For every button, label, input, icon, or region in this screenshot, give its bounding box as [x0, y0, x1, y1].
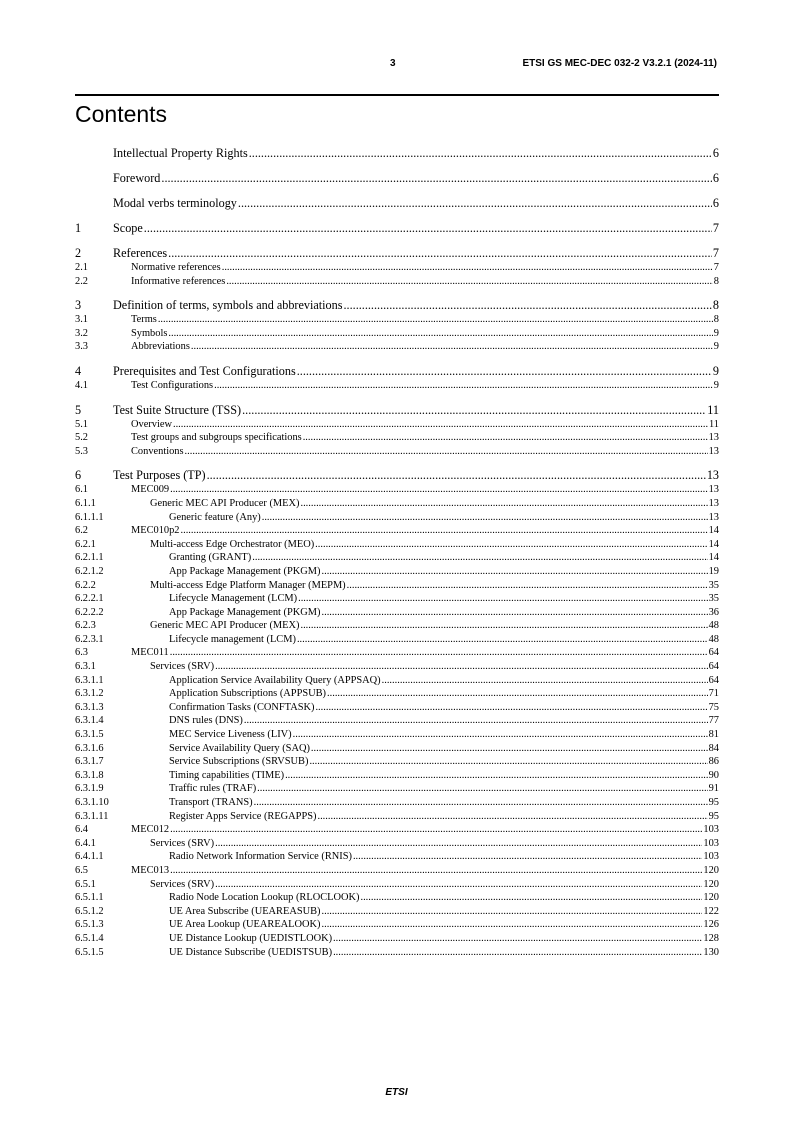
toc-entry-page: 8 [713, 314, 719, 326]
toc-entry[interactable] [75, 606, 719, 620]
toc-entry-page: 103 [703, 824, 719, 836]
toc-entry[interactable] [75, 810, 719, 824]
toc-entry-page: 7 [712, 221, 719, 235]
toc-entry[interactable] [75, 261, 719, 275]
toc-entry[interactable] [75, 579, 719, 593]
toc-entry-number: 6 [75, 468, 82, 483]
toc-entry-title: Application Service Availability Query (APPSAQ) [169, 674, 381, 686]
toc-entry[interactable] [75, 467, 719, 483]
toc-entry-title: Service Subscriptions (SRVSUB) [169, 756, 309, 768]
toc-entry-number: 2 [75, 246, 82, 260]
toc-entry-number: 3 [75, 298, 82, 313]
dot-leader [170, 823, 702, 837]
toc-entry[interactable] [75, 932, 719, 946]
toc-entry-title: Generic MEC API Producer (MEX) [150, 620, 300, 632]
toc-entry-number: 6.3.1 [75, 661, 96, 673]
header-rule [75, 94, 719, 96]
toc-entry-title: Modal verbs terminology [113, 196, 237, 210]
toc-entry[interactable] [75, 402, 719, 418]
toc-entry-number: 6.3.1.4 [75, 715, 104, 727]
toc-entry-title: Confirmation Tasks (CONFTASK) [169, 701, 315, 713]
toc-entry-page: 13 [708, 432, 719, 444]
toc-entry-number: 6.5 [75, 864, 88, 876]
dot-leader [315, 701, 707, 715]
dot-leader [322, 918, 703, 932]
toc-entry-page: 36 [708, 606, 719, 618]
toc-entry-number: 6.2.1 [75, 538, 96, 550]
dot-leader [347, 579, 708, 593]
toc-entry-title: Lifecycle Management (LCM) [169, 593, 298, 605]
toc-entry[interactable] [75, 714, 719, 728]
toc-entry-title: Traffic rules (TRAF) [169, 783, 257, 795]
toc-entry-page: 90 [708, 769, 719, 781]
toc-entry[interactable] [75, 687, 719, 701]
toc-entry-number: 3.2 [75, 327, 88, 339]
toc-entry[interactable] [75, 592, 719, 606]
toc-entry-page: 120 [703, 878, 719, 890]
toc-entry[interactable] [75, 701, 719, 715]
toc-entry-title: UE Area Subscribe (UEAREASUB) [169, 905, 321, 917]
toc-entry-page: 35 [708, 579, 719, 591]
toc-entry[interactable] [75, 551, 719, 565]
toc-entry-title: Timing capabilities (TIME) [169, 769, 285, 781]
toc-entry-page: 86 [708, 756, 719, 768]
toc-entry[interactable] [75, 497, 719, 511]
dot-leader [158, 313, 713, 327]
toc-entry[interactable] [75, 145, 719, 161]
dot-leader [144, 220, 712, 236]
dot-leader [170, 864, 702, 878]
dot-leader [360, 891, 702, 905]
toc-entry-title: Test Configurations [131, 379, 214, 391]
toc-entry-number: 5.1 [75, 418, 88, 430]
toc-entry-title: Informative references [131, 275, 226, 287]
dot-leader [327, 687, 708, 701]
toc-entry-number: 6.1 [75, 484, 88, 496]
toc-entry-page: 14 [708, 525, 719, 537]
toc-entry-page: 8 [713, 275, 719, 287]
toc-entry-title: MEC012 [131, 824, 170, 836]
toc-entry-page: 120 [703, 892, 719, 904]
toc-entry-number: 6.3.1.10 [75, 797, 109, 808]
toc-entry-number: 4 [75, 363, 82, 378]
dot-leader [298, 592, 708, 606]
toc-entry-page: 35 [708, 593, 719, 605]
toc-entry[interactable] [75, 524, 719, 538]
toc-entry-title: Service Availability Query (SAQ) [169, 742, 310, 754]
toc-entry-number: 6.3.1.1 [75, 674, 104, 686]
toc-entry-number: 6.5.1.4 [75, 932, 104, 944]
toc-entry[interactable] [75, 297, 719, 313]
toc-entry-page: 14 [708, 538, 719, 550]
toc-entry-number: 6.5.1.2 [75, 905, 104, 917]
toc-entry-title: Register Apps Service (REGAPPS) [169, 810, 317, 822]
dot-leader [262, 511, 708, 525]
toc-entry-page: 126 [703, 919, 719, 931]
dot-leader [297, 363, 712, 379]
dot-leader [317, 810, 707, 824]
dot-leader [244, 714, 708, 728]
toc-entry-number: 6.2 [75, 525, 88, 537]
toc-entry[interactable] [75, 275, 719, 289]
toc-entry-page: 6 [712, 196, 719, 210]
toc-entry[interactable] [75, 674, 719, 688]
dot-leader [168, 327, 712, 341]
dot-leader [249, 145, 712, 161]
toc-entry-title: Test Suite Structure (TSS) [113, 402, 242, 417]
toc-entry[interactable] [75, 946, 719, 960]
toc-entry-title: Test groups and subgroups specifications [131, 432, 302, 444]
toc-entry-page: 48 [708, 633, 719, 645]
toc-entry-title: Foreword [113, 171, 161, 185]
toc-entry-number: 6.5.1 [75, 878, 96, 890]
toc-entry-title: App Package Management (PKGM) [169, 565, 321, 577]
toc-entry-number: 6.5.1.1 [75, 892, 104, 904]
toc-entry[interactable] [75, 918, 719, 932]
toc-entry-title: Generic feature (Any) [169, 511, 261, 523]
toc-entry-number: 6.1.1.1 [75, 511, 104, 523]
dot-leader [257, 782, 707, 796]
dot-leader [300, 497, 707, 511]
toc-entry-number: 6.3.1.6 [75, 742, 104, 754]
toc-entry-page: 13 [706, 468, 719, 483]
toc-entry[interactable] [75, 511, 719, 525]
toc-entry-title: Normative references [131, 262, 221, 273]
dot-leader [344, 297, 712, 313]
toc-entry[interactable] [75, 565, 719, 579]
toc-entry-title: UE Area Lookup (UEAREALOOK) [169, 919, 321, 931]
toc-entry-title: Conventions [131, 445, 184, 457]
toc-entry[interactable] [75, 864, 719, 878]
toc-entry-number: 5.2 [75, 432, 88, 444]
dot-leader [309, 755, 707, 769]
toc-entry[interactable] [75, 170, 719, 186]
toc-entry-title: Radio Network Information Service (RNIS) [169, 851, 352, 863]
toc-entry-page: 130 [703, 946, 719, 958]
toc-entry-title: Multi-access Edge Platform Manager (MEPM) [150, 579, 346, 591]
toc-entry-number: 6.4 [75, 824, 88, 836]
toc-entry-title: Intellectual Property Rights [113, 146, 248, 160]
toc-entry-page: 8 [712, 298, 719, 313]
toc-entry-page: 6 [712, 171, 719, 185]
toc-entry-page: 71 [708, 688, 719, 700]
toc-entry-title: Terms [131, 314, 157, 326]
toc-entry-title: Abbreviations [131, 341, 190, 353]
toc-entry-number: 3.3 [75, 341, 88, 353]
toc-entry-page: 64 [708, 661, 719, 673]
toc-entry-title: Prerequisites and Test Configurations [113, 363, 296, 378]
dot-leader [300, 619, 707, 633]
dot-leader [293, 728, 708, 742]
toc-entry[interactable] [75, 363, 719, 379]
toc-entry-page: 64 [708, 674, 719, 686]
dot-leader [315, 538, 707, 552]
toc-entry[interactable] [75, 340, 719, 354]
toc-entry-number: 6.2.3 [75, 620, 96, 632]
toc-entry-number: 6.4.1.1 [75, 851, 104, 863]
dot-leader [214, 379, 713, 393]
toc-entry-page: 11 [708, 418, 719, 430]
toc-entry-page: 95 [708, 810, 719, 822]
page-number: 3 [390, 58, 396, 69]
toc-entry-page: 14 [708, 552, 719, 564]
footer-logo-text: ETSI [385, 1087, 408, 1098]
toc-entry-page: 91 [708, 783, 719, 795]
toc-entry-page: 103 [703, 837, 719, 849]
toc-entry-title: References [113, 246, 168, 260]
dot-leader [254, 796, 708, 810]
toc-entry-title: Radio Node Location Lookup (RLOCLOOK) [169, 892, 360, 904]
dot-leader [322, 565, 708, 579]
toc-entry-title: Symbols [131, 327, 168, 339]
toc-entry[interactable] [75, 619, 719, 633]
toc-entry-page: 9 [713, 379, 719, 391]
toc-entry-number: 6.3.1.7 [75, 756, 104, 768]
table-of-contents [75, 145, 719, 959]
page-title: Contents [75, 101, 168, 127]
dot-leader [322, 905, 703, 919]
toc-entry-page: 75 [708, 701, 719, 713]
toc-entry-title: App Package Management (PKGM) [169, 606, 321, 618]
toc-entry[interactable] [75, 483, 719, 497]
dot-leader [215, 878, 702, 892]
dot-leader [353, 850, 702, 864]
dot-leader [168, 245, 712, 261]
toc-entry[interactable] [75, 538, 719, 552]
toc-entry-title: Test Purposes (TP) [113, 468, 206, 483]
dot-leader [222, 261, 713, 275]
toc-entry-page: 120 [703, 864, 719, 876]
toc-entry[interactable] [75, 660, 719, 674]
toc-entry-title: Overview [131, 418, 172, 430]
toc-entry-title: MEC009 [131, 484, 170, 496]
toc-entry[interactable] [75, 755, 719, 769]
toc-entry[interactable] [75, 646, 719, 660]
toc-entry-page: 7 [713, 262, 719, 273]
toc-entry-number: 6.3.1.3 [75, 701, 104, 713]
toc-entry-title: Definition of terms, symbols and abbreviations [113, 298, 343, 313]
toc-entry-page: 7 [712, 246, 719, 260]
toc-entry-number: 6.5.1.5 [75, 946, 104, 958]
toc-entry[interactable] [75, 742, 719, 756]
dot-leader [170, 483, 708, 497]
toc-entry[interactable] [75, 195, 719, 211]
toc-entry-title: Lifecycle management (LCM) [169, 633, 296, 645]
dot-leader [252, 551, 707, 565]
toc-entry-title: Services (SRV) [150, 661, 215, 673]
toc-entry-number: 5 [75, 402, 82, 417]
toc-entry-number: 6.3.1.9 [75, 783, 104, 795]
toc-entry-number: 2.1 [75, 262, 88, 273]
toc-entry-page: 9 [712, 363, 719, 378]
toc-entry-title: MEC011 [131, 647, 169, 659]
toc-entry-title: Transport (TRANS) [169, 797, 253, 808]
toc-entry-number: 6.5.1.3 [75, 919, 104, 931]
dot-leader [333, 946, 702, 960]
toc-entry-page: 13 [708, 511, 719, 523]
toc-entry[interactable] [75, 891, 719, 905]
toc-entry-title: Services (SRV) [150, 837, 215, 849]
toc-entry[interactable] [75, 220, 719, 236]
toc-entry-number: 4.1 [75, 379, 88, 391]
dot-leader [215, 837, 702, 851]
toc-entry-number: 6.2.3.1 [75, 633, 104, 645]
toc-entry-page: 95 [708, 797, 719, 808]
toc-entry-page: 103 [703, 851, 719, 863]
dot-leader [226, 275, 712, 289]
toc-entry-title: UE Distance Subscribe (UEDISTSUB) [169, 946, 333, 958]
dot-leader [185, 445, 708, 459]
toc-entry-number: 6.2.2.2 [75, 606, 104, 618]
toc-entry-title: DNS rules (DNS) [169, 715, 243, 727]
toc-entry[interactable] [75, 878, 719, 892]
toc-entry-number: 6.2.2 [75, 579, 96, 591]
toc-entry-number: 6.3 [75, 647, 88, 659]
dot-leader [191, 340, 713, 354]
toc-entry-number: 3.1 [75, 314, 88, 326]
toc-entry[interactable] [75, 245, 719, 261]
dot-leader [170, 646, 708, 660]
dot-leader [161, 170, 712, 186]
dot-leader [173, 418, 708, 432]
toc-entry[interactable] [75, 633, 719, 647]
dot-leader [311, 742, 708, 756]
toc-entry-page: 84 [708, 742, 719, 754]
toc-entry-number: 6.3.1.5 [75, 729, 104, 741]
toc-entry[interactable] [75, 313, 719, 327]
toc-entry-page: 11 [707, 402, 719, 417]
toc-entry-number: 2.2 [75, 275, 88, 287]
toc-entry[interactable] [75, 769, 719, 783]
toc-entry-title: Services (SRV) [150, 878, 215, 890]
dot-leader [238, 195, 712, 211]
toc-entry-page: 13 [708, 497, 719, 509]
toc-entry-title: MEC013 [131, 864, 170, 876]
dot-leader [303, 431, 708, 445]
toc-entry-page: 13 [708, 484, 719, 496]
toc-entry-number: 6.2.1.2 [75, 565, 104, 577]
dot-leader [322, 606, 708, 620]
toc-entry-number: 6.2.2.1 [75, 593, 104, 605]
toc-entry-number: 1 [75, 221, 82, 235]
toc-entry-page: 48 [708, 620, 719, 632]
toc-entry-title: Granting (GRANT) [169, 552, 252, 564]
toc-entry-title: Application Subscriptions (APPSUB) [169, 688, 327, 700]
toc-entry-page: 128 [703, 932, 719, 944]
toc-entry[interactable] [75, 379, 719, 393]
dot-leader [285, 769, 708, 783]
toc-entry-title: Scope [113, 221, 143, 235]
toc-entry-page: 19 [708, 565, 719, 577]
toc-entry-page: 13 [708, 445, 719, 457]
toc-entry-number: 6.2.1.1 [75, 552, 104, 564]
toc-entry-page: 81 [708, 729, 719, 741]
toc-entry[interactable] [75, 418, 719, 432]
toc-entry-title: Generic MEC API Producer (MEX) [150, 497, 300, 509]
toc-entry[interactable] [75, 837, 719, 851]
toc-entry-number: 6.3.1.11 [75, 810, 109, 822]
toc-entry-page: 6 [712, 146, 719, 160]
dot-leader [181, 524, 708, 538]
toc-entry[interactable] [75, 327, 719, 341]
dot-leader [207, 467, 706, 483]
toc-entry[interactable] [75, 445, 719, 459]
toc-entry-number: 6.3.1.2 [75, 688, 104, 700]
toc-entry-page: 64 [708, 647, 719, 659]
toc-entry-number: 5.3 [75, 445, 88, 457]
dot-leader [333, 932, 702, 946]
toc-entry-title: Multi-access Edge Orchestrator (MEO) [150, 538, 315, 550]
toc-entry[interactable] [75, 796, 719, 810]
dot-leader [382, 674, 708, 688]
document-id: ETSI GS MEC-DEC 032-2 V3.2.1 (2024-11) [522, 58, 717, 69]
dot-leader [297, 633, 708, 647]
toc-entry-number: 6.3.1.8 [75, 769, 104, 781]
dot-leader [242, 402, 706, 418]
toc-entry[interactable] [75, 782, 719, 796]
toc-entry-number: 6.4.1 [75, 837, 96, 849]
toc-entry-number: 6.1.1 [75, 497, 96, 509]
toc-entry[interactable] [75, 850, 719, 864]
toc-entry-page: 9 [713, 341, 719, 353]
toc-entry[interactable] [75, 823, 719, 837]
toc-entry-page: 9 [713, 327, 719, 339]
toc-entry[interactable] [75, 728, 719, 742]
toc-entry[interactable] [75, 905, 719, 919]
toc-entry[interactable] [75, 431, 719, 445]
toc-entry-page: 122 [703, 905, 719, 917]
dot-leader [215, 660, 708, 674]
toc-entry-title: MEC Service Liveness (LIV) [169, 729, 292, 741]
toc-entry-title: UE Distance Lookup (UEDISTLOOK) [169, 932, 333, 944]
toc-entry-title: MEC010p2 [131, 525, 180, 537]
toc-entry-page: 77 [708, 715, 719, 727]
